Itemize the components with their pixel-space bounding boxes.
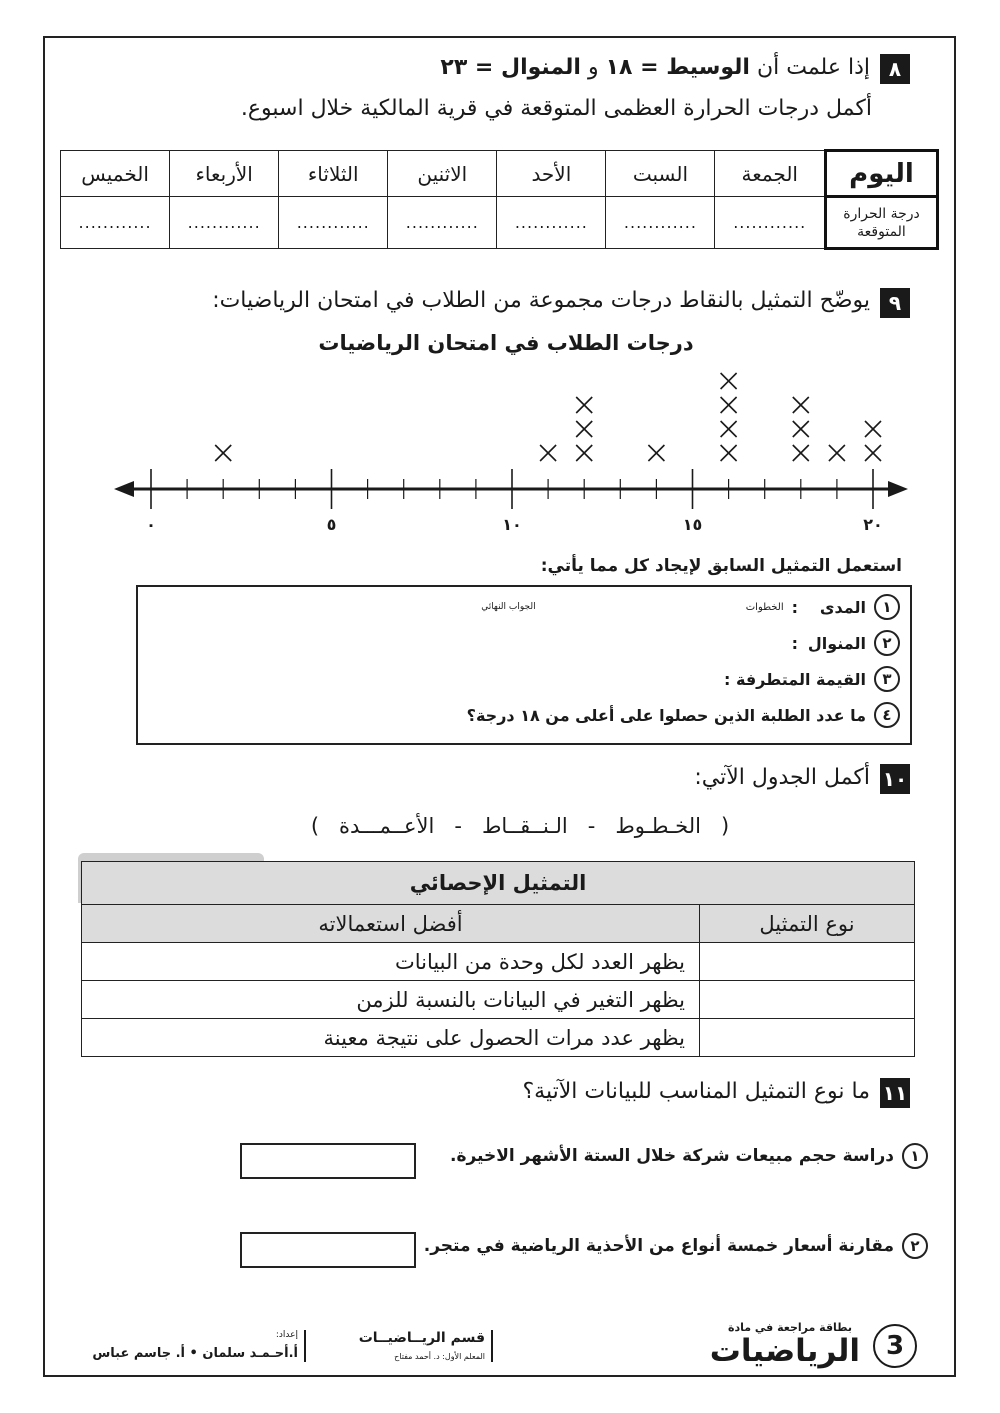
authors-label: أ.أحـمـد سلمان • أ. جاسم عباس [92, 1346, 298, 1361]
final-answer-label: الجواب النهائي [481, 602, 536, 612]
item-number-circle: ٣ [874, 666, 900, 692]
q8-line2: أكمل درجات الحرارة العظمى المتوقعة في قرية المالكية خلال اسبوع. [240, 96, 872, 121]
footer-divider [491, 1330, 493, 1362]
range-label: المدى [819, 597, 866, 617]
q9-item-4 [467, 702, 900, 728]
use-cell: يظهر العدد لكل وحدة من البيانات [82, 943, 700, 981]
q9-number-badge: ٩ [880, 288, 910, 318]
temp-blank[interactable]: ............ [388, 197, 497, 249]
data-point-x-mark [540, 445, 556, 461]
data-point-x-mark [793, 397, 809, 413]
temp-blank[interactable]: ............ [61, 197, 170, 249]
day-cell: الأحد [497, 151, 606, 197]
q9-item-1 [481, 594, 900, 620]
chart-title: درجات الطلاب في امتحان الرياضيات [318, 331, 694, 355]
item-number-circle: ٤ [874, 702, 900, 728]
range-sep: : [791, 597, 798, 617]
use-cell: يظهر عدد مرات الحصول على نتيجة معينة [82, 1019, 700, 1057]
dot-plot [100, 320, 920, 550]
mode-label: المنوال [807, 633, 866, 653]
teacher-label: المعلم الأول: د. أحمد مفتاح [394, 1352, 485, 1361]
tick-label: ١٥ [682, 515, 703, 534]
tick-label: ٥ [326, 515, 337, 534]
subject-title: الرياضيات [709, 1333, 860, 1369]
data-point-x-mark [865, 445, 881, 461]
q10-options: ( الخـطـوط - الـنــقــاط - الأعــمـــدة ) [310, 814, 730, 838]
q11-intro: ما نوع التمثيل المناسب للبيانات الآتية؟ [522, 1079, 870, 1104]
data-point-x-mark [721, 373, 737, 389]
data-point-x-mark [721, 445, 737, 461]
q8-line1 [440, 55, 870, 80]
department-label: قسم الريــاضيــات [358, 1330, 485, 1346]
col-type-header: نوع التمثيل [700, 905, 915, 943]
data-point-x-mark [793, 445, 809, 461]
temp-blank[interactable]: ............ [279, 197, 388, 249]
temp-blank[interactable]: ............ [497, 197, 606, 249]
tick-label: ١٠ [502, 515, 522, 534]
data-point-x-mark [721, 397, 737, 413]
outlier-label: القيمة المتطرفة : [724, 669, 866, 689]
data-point-x-mark [793, 421, 809, 437]
table-title: التمثيل الإحصائي [82, 862, 915, 905]
temp-blank[interactable]: ............ [606, 197, 715, 249]
page-number: 3 [873, 1324, 917, 1368]
day-header: اليوم [826, 151, 938, 197]
left-arrow-icon [114, 481, 134, 497]
representation-table [81, 861, 915, 1057]
data-point-x-mark [576, 445, 592, 461]
item-number-circle: ٢ [902, 1233, 928, 1259]
data-point-x-mark [215, 445, 231, 461]
q8-line1-pre: إذا علمت أن [749, 55, 870, 80]
day-cell: الاثنين [388, 151, 497, 197]
q9-item-2 [792, 630, 900, 656]
mode-sep: : [791, 633, 798, 653]
temperature-table [60, 149, 939, 250]
type-answer-cell[interactable] [700, 943, 915, 981]
tick-label: ٠ [146, 515, 156, 534]
data-point-x-mark [576, 397, 592, 413]
item-number-circle: ١ [902, 1143, 928, 1169]
day-cell: الأربعاء [170, 151, 279, 197]
q9-item-3 [724, 666, 900, 692]
q10-intro: أكمل الجدول الآتي: [694, 765, 870, 790]
card-label: بطاقة مراجعة في مادة [728, 1321, 852, 1334]
temp-header: درجة الحرارة المتوقعة [826, 197, 938, 249]
temp-blank[interactable]: ............ [715, 197, 826, 249]
data-point-x-mark [576, 421, 592, 437]
q10-number-badge: ١٠ [880, 764, 910, 794]
item-number-circle: ١ [874, 594, 900, 620]
q8-mode: المنوال = ٢٣ [440, 55, 581, 80]
data-point-x-mark [865, 421, 881, 437]
data-point-x-mark [648, 445, 664, 461]
q8-and: و [580, 55, 606, 80]
tick-label: ٢٠ [863, 515, 883, 534]
data-point-x-mark [829, 445, 845, 461]
q11-item-2-text: مقارنة أسعار خمسة أنواع من الأحذية الرياضية في متجر. [423, 1236, 894, 1256]
q11-item-1 [450, 1143, 928, 1169]
type-answer-cell[interactable] [700, 981, 915, 1019]
q11-number-badge: ١١ [880, 1078, 910, 1108]
above-18-question: ما عدد الطلبة الذين حصلوا على أعلى من ١٨ درجة؟ [466, 705, 866, 725]
day-cell: السبت [606, 151, 715, 197]
item-number-circle: ٢ [874, 630, 900, 656]
type-answer-cell[interactable] [700, 1019, 915, 1057]
col-use-header: أفضل استعمالاته [82, 905, 700, 943]
right-arrow-icon [888, 481, 908, 497]
footer-divider [304, 1330, 306, 1362]
day-cell: الثلاثاء [279, 151, 388, 197]
data-point-x-mark [721, 421, 737, 437]
q11-answer-box-1[interactable] [240, 1143, 416, 1179]
q11-answer-box-2[interactable] [240, 1232, 416, 1268]
q9-instruction: استعمل التمثيل السابق لإيجاد كل مما يأتي: [540, 556, 902, 576]
q9-intro: يوضّح التمثيل بالنقاط درجات مجموعة من الطلاب في امتحان الرياضيات: [212, 288, 870, 313]
day-cell: الجمعة [715, 151, 826, 197]
q8-median: الوسيط = ١٨ [605, 55, 750, 80]
temp-blank[interactable]: ............ [170, 197, 279, 249]
steps-label: الخطوات [745, 601, 784, 613]
q11-item-1-text: دراسة حجم مبيعات شركة خلال الستة الأشهر الاخيرة. [449, 1146, 894, 1166]
day-cell: الخميس [61, 151, 170, 197]
q11-item-2 [424, 1233, 928, 1259]
use-cell: يظهر التغير في البيانات بالنسبة للزمن [82, 981, 700, 1019]
prepared-by-label: إعداد: [275, 1330, 298, 1340]
q8-number-badge: ٨ [880, 54, 910, 84]
